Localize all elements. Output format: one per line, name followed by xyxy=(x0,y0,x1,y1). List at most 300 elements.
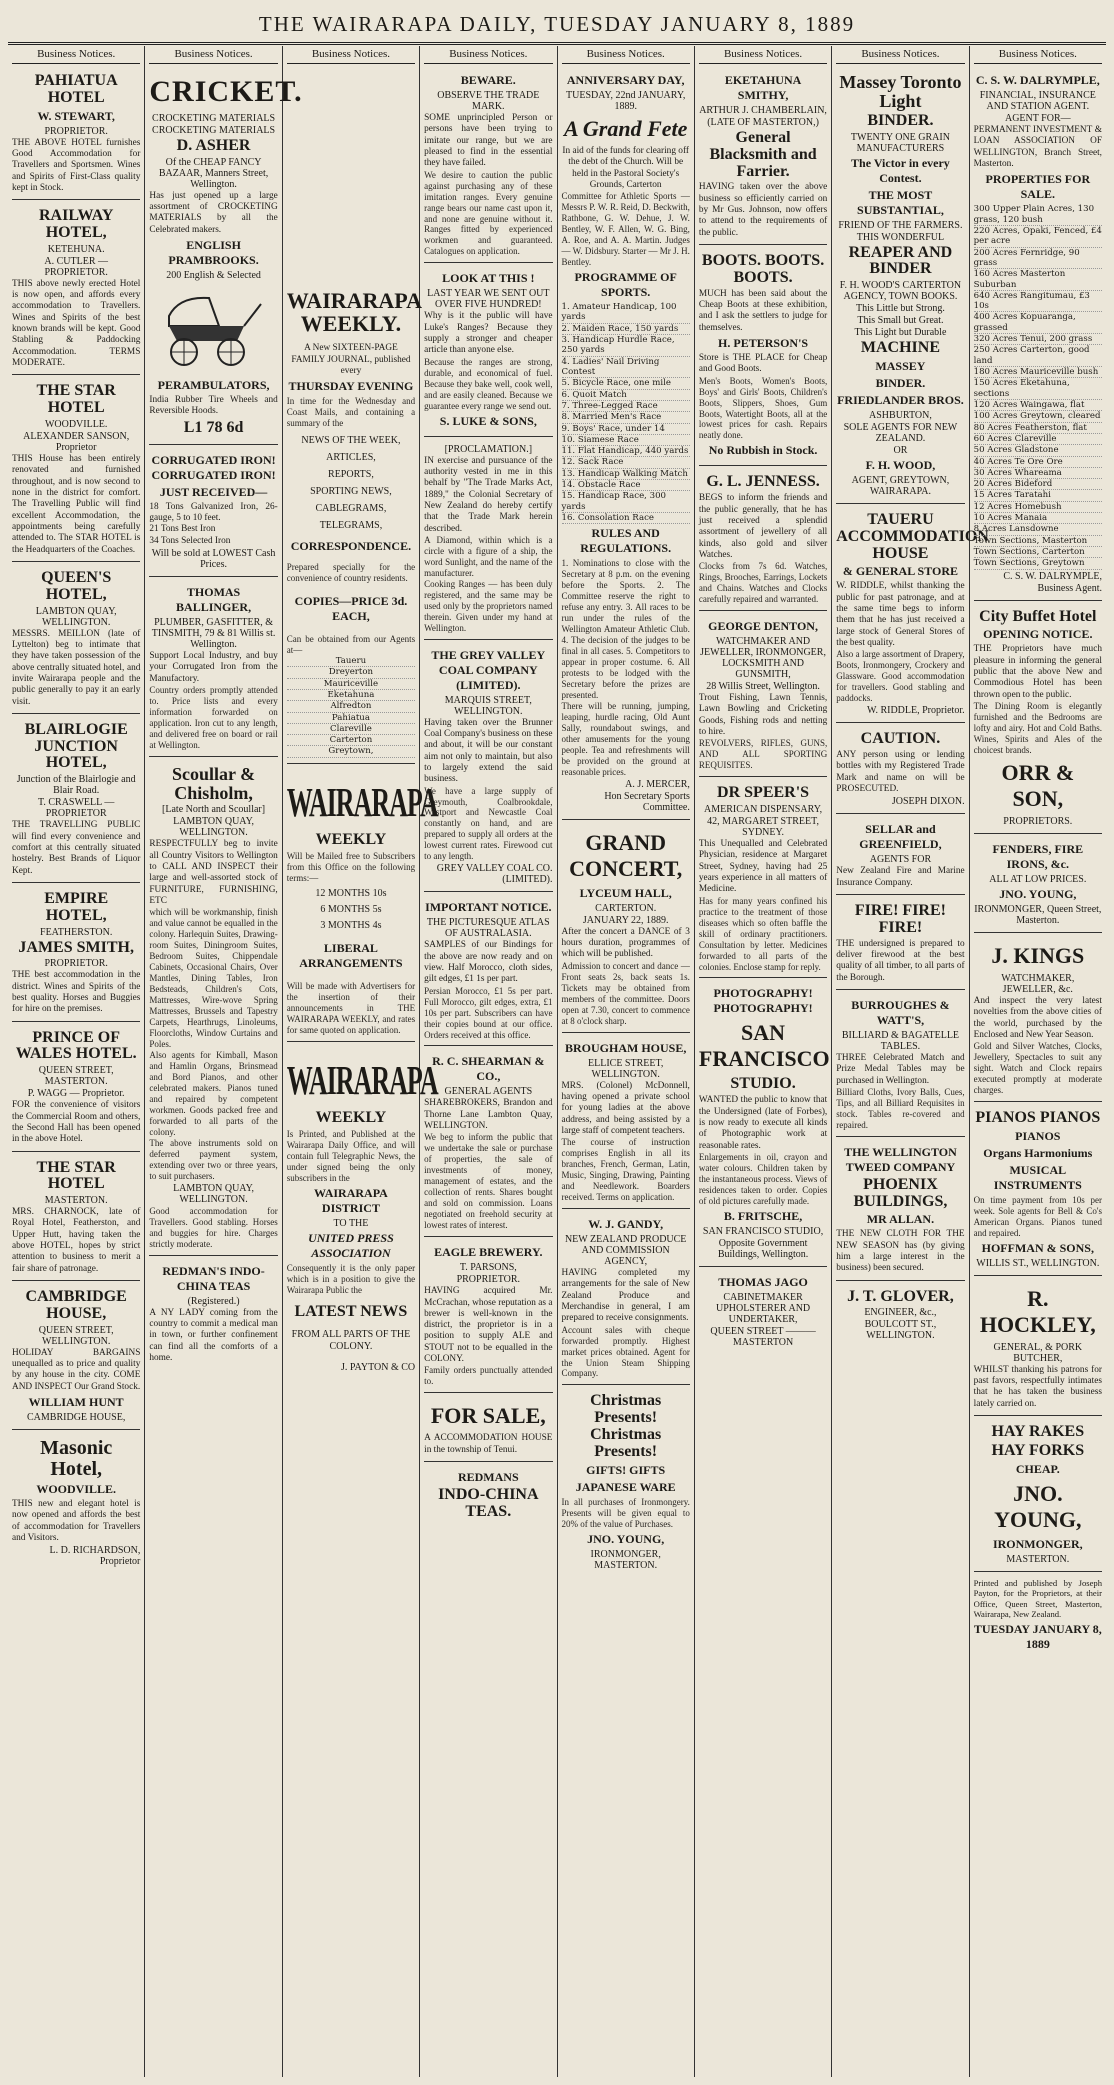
ad-body: SOME unprincipled Person or persons have been trying to imitate our range, but we are pleased to find in the essential they have failed. xyxy=(424,113,553,169)
ad-title: GEORGE DENTON, xyxy=(708,619,818,634)
ad-subtitle: BILLIARD & BAGATELLE TABLES. xyxy=(841,1029,960,1052)
ad-title: G. L. JENNESS. xyxy=(706,473,820,491)
ad-subtitle: (LATE OF MASTERTON,) xyxy=(707,117,819,128)
ad-eagle-brewery: EAGLE BREWERY. T. PARSONS, PROPRIETOR. HAVING acquired Mr. McCrachan, whose reputation as a brewer is well-known in the district, the proprietor is in a position to supply ALE and STOUT not to be equalled in the COLONY. Family orders punctually attended to. xyxy=(424,1240,552,1393)
ad-body: A ACCOMMODATION HOUSE in the township of Tenui. xyxy=(424,1433,553,1455)
ad-body: THE undersigned is prepared to deliver firewood at the best quality of all timber, to all parts of the Borough. xyxy=(836,938,965,983)
ad-subtitle: H. PETERSON'S xyxy=(718,335,809,350)
column-8 xyxy=(970,46,1106,2077)
ad-owner: JAMES SMITH, xyxy=(18,938,134,956)
ad-dr-speers: DR SPEER'S AMERICAN DISPENSARY, 42, MARGARET STREET, SYDNEY. This Unequalled and Celebrated Physician, residence at Margaret Street, Sydney, having had 25 years experience in all matters of Medicine. Has for many years confined his practice to the treatment of those diseases which so often baffle the skill of ordinary practitioners. Consultation by letter. Medicines forwarded to all parts of the colonies. Enclose stamp for reply. xyxy=(699,780,827,978)
ad-title: EMPIRE HOTEL, xyxy=(44,889,109,924)
ad-place: LAMBTON QUAY, WELLINGTON. xyxy=(173,816,255,839)
ad-place: 28 Willis Street, Wellington. xyxy=(706,681,820,693)
ad-cambridge-house xyxy=(12,1284,140,1430)
property-item: 15 Acres Taratahi xyxy=(974,490,1102,501)
ad-title: IMPORTANT NOTICE. xyxy=(425,900,552,915)
ad-line: This Small but Great. xyxy=(857,315,944,327)
spacer xyxy=(287,68,415,278)
ad-signature: A. J. MERCER, xyxy=(625,778,690,790)
ad-subtitle: WEEKLY xyxy=(315,1109,387,1127)
ad-subtitle: OPENING NOTICE. xyxy=(983,627,1093,642)
ad-title: BEWARE. xyxy=(460,73,516,87)
event: 16. Consolation Race xyxy=(562,513,690,524)
ad-owner: L. D. RICHARDSON, Proprietor xyxy=(49,1545,141,1568)
ad-title: PHOTOGRAPHY! PHOTOGRAPHY! xyxy=(713,986,813,1016)
column-heading: Business Notices. xyxy=(562,46,690,64)
property-item: 160 Acres Masterton Suburban xyxy=(974,269,1102,291)
ad-subtitle: WEEKLY xyxy=(315,830,387,848)
ad-line: SOLE AGENTS FOR NEW ZEALAND. xyxy=(843,421,958,444)
ad-subtitle: AMERICAN DISPENSARY, xyxy=(703,804,823,816)
ad-line: REAPER AND BINDER xyxy=(848,243,953,278)
ad-body: SAMPLES of our Bindings for the above are now ready and on view. Half Morocco, cloth sides, gilt edges, £1 1s per part. xyxy=(424,940,553,985)
ad-title: [PROCLAMATION.] xyxy=(444,443,533,455)
column-5 xyxy=(558,46,695,2077)
ad-body: In aid of the funds for clearing off the debt of the Church. Will be held in the Pastoral Society's Grounds, Carterton xyxy=(562,146,689,190)
ad-wairarapa-weekly: WAIRARAPA WEEKLY. A New SIXTEEN-PAGE FAMILY JOURNAL, published every THURSDAY EVENING In time for the Wednesday and Coast Mails, and containing a summary of the NEWS OF THE WEEK, ARTICLES, REPORTS, SPORTING NEWS, CABLEGRAMS, TELEGRAMS, CORRESPONDENCE. Prepared specially for the convenience of country residents. COPIES—PRICE 3d. EACH, Can be obtained from our Agents at— Taueru Dreyerton Mauriceville Eketahuna Alfredton Pahiatua Clareville Carterton Greytown, xyxy=(287,278,415,764)
ad-from: FROM ALL PARTS OF THE xyxy=(291,1328,411,1340)
ad-intro: TWENTY ONE GRAIN MANUFACTURERS xyxy=(850,131,950,154)
ad-city-buffet: City Buffet Hotel OPENING NOTICE. THE Proprietors have much pleasure in informing the general public that the above New and Commodious Hotel has been thrown open to the public. The Dining Room is elegantly furnished and the Bedrooms are lofty and airy. Hot and Cold Baths. Wines, Spirits and Ales of the choicest brands. ORR & SON, PROPRIETORS. xyxy=(974,604,1102,834)
ad-subtitle: RULES AND REGULATIONS. xyxy=(580,526,672,556)
property-item: 180 Acres Mauriceville bush xyxy=(974,367,1102,378)
ad-place: LYCEUM HALL, xyxy=(579,885,672,900)
ad-body: WANTED the public to know that the Undersigned (late of Forbes), is now ready to execute all kinds of Photographic work at reasonable rates. xyxy=(698,1095,828,1151)
ad-scoullar-chisholm: Scoullar & Chisholm, [Late North and Scoullar] LAMBTON QUAY, WELLINGTON. RESPECTFULLY beg to invite all Country Visitors to Wellington to CALL AND INSPECT their large and well-assorted stock of FURNITURE, FURNISHING, ETC which will be workmanship, finish and value cannot be equalled in the colony. Harlequin Suites, Drawing-room Suites, Diningroom Suites, Bedroom Suites, Chippendale Cabinets, Occasional Chairs, Over Mantles, Dining Tables, Iron Bedsteads, Children's Cots, Mattresses, Wire-wove Spring Mattresses, Brussels and Tapestry Carpets, Hearthrugs, Linoleums, Floorcloths, Window Curtains and Poles. Also agents for Kimball, Mason and Hamlin Organs, Brinsmead and Bord Pianos, and other celebrated makers. Pianos tuned and repaired by competent workmen. Goods packed free and forwarded to all parts of the colony. The above instruments sold on deferred payment system, extending over two or three years, to suit purchasers. LAMBTON QUAY, WELLINGTON. Good accommodation for Travellers. Good stabling. Horses and buggies for hire. Charges strictly moderate. xyxy=(149,760,277,1256)
ad-subtitle: JAPANESE WARE xyxy=(575,1479,676,1494)
ad-george-denton: GEORGE DENTON, WATCHMAKER AND JEWELLER, IRONMONGER, LOCKSMITH AND GUNSMITH, 28 Willis Street, Wellington. Trout Fishing, Lawn Tennis, Lawn Bowling and Cricketing Goods, Fishing rods and netting to hire. REVOLVERS, RIFLES, GUNS, AND ALL SPORTING REQUISITES. xyxy=(699,614,827,777)
property-item: 640 Acres Rangitumau, £3 10s xyxy=(974,291,1102,313)
ad-j-kings: J. KINGS WATCHMAKER, JEWELLER, &c. And inspect the very latest novelties from the above cities of the world, purchased by the Enclosed and New Year Season. Gold and Silver Watches, Clocks, Jewellery, Spectacles to suit any sight. Watch and Clock repairs executed promptly at moderate charges. xyxy=(974,936,1102,1102)
property-item: 8 Acres Lansdowne xyxy=(974,524,1102,535)
town: Dreyerton xyxy=(287,667,415,678)
ad-title: PAHIATUA HOTEL xyxy=(34,72,118,106)
property-item: 20 Acres Bideford xyxy=(974,479,1102,490)
ad-hay-rakes xyxy=(974,1419,1102,1572)
masthead xyxy=(8,6,1106,45)
ad-body: Support Local Industry, and buy your Corrugated Iron from the Manufactory. xyxy=(149,650,278,684)
ad-place: QUEEN STREET, WELLINGTON. xyxy=(38,1324,114,1347)
ad-line: FRIEDLANDER BROS. xyxy=(837,392,964,407)
ad-line: This Little but Strong. xyxy=(855,303,945,315)
ad-prince-of-wales-hotel xyxy=(12,1025,140,1152)
ad-star-hotel-woodville xyxy=(12,378,140,562)
ad-fenders xyxy=(974,837,1102,933)
ad-subtitle: (Registered.) xyxy=(187,1295,240,1307)
ad-subtitle: WATCHMAKER AND JEWELLER, IRONMONGER, LOCKSMITH AND GUNSMITH, xyxy=(700,636,826,681)
ad-title: BROUGHAM HOUSE, xyxy=(565,1040,687,1055)
town: Alfredton xyxy=(287,701,415,712)
event: 2. Maiden Race, 150 yards xyxy=(562,324,690,335)
ad-owner: ARTHUR J. CHAMBERLAIN, xyxy=(699,105,827,116)
ad-body: MUCH has been said about the Cheap Boots at these exhibition, and I ask the settlers to judge for themselves. xyxy=(698,288,828,333)
ad-redmans xyxy=(424,1465,552,1528)
ad-intro: A New SIXTEEN-PAGE FAMILY JOURNAL, published every xyxy=(291,343,411,376)
ad-sellar-greenfield xyxy=(836,817,964,895)
event: 1. Amateur Handicap, 100 yards xyxy=(562,302,690,324)
ad-glover xyxy=(836,1284,964,1348)
ad-title: THOMAS JAGO xyxy=(718,1274,808,1289)
ad-title: J. KINGS xyxy=(991,942,1085,968)
ad-body: Having taken over the Brunner Coal Company's business on these and about, it will be our constant aim not only to maintain, but also to largely extend the said business. xyxy=(424,717,553,785)
column-heading: Business Notices. xyxy=(424,46,552,64)
event: 9. Boys' Race, under 14 xyxy=(562,424,690,435)
ad-agent: MR ALLAN. xyxy=(866,1212,935,1227)
property-item: 80 Acres Featherston, flat xyxy=(974,423,1102,434)
ad-place: Of the CHEAP FANCY BAZAAR, Manners Street, Wellington. xyxy=(158,156,269,190)
ad-body: THE TRAVELLING PUBLIC will find every convenience and comfort at this centrally situated hostelry. Best Brands of Liquor Kept. xyxy=(12,820,141,876)
ad-signature-place: CAMBRIDGE HOUSE, xyxy=(27,1412,126,1423)
ad-subtitle: Organs Harmoniums xyxy=(983,1145,1093,1160)
ad-title: SELLAR and GREENFIELD, xyxy=(859,822,942,852)
ad-subtitle: SAN FRANCISCO STUDIO, xyxy=(702,1225,824,1237)
ad-title: HAY RAKES xyxy=(991,1423,1085,1441)
ad-title: THE STAR HOTEL xyxy=(36,1158,116,1193)
ad-subtitle: PROPERTIES FOR SALE. xyxy=(985,172,1091,202)
ad-masonic-hotel xyxy=(12,1433,140,1573)
event: 13. Handicap Walking Match xyxy=(561,468,688,479)
property-item: 120 Acres Waingawa, flat xyxy=(974,400,1102,411)
ad-place: 42, MARGARET STREET, SYDNEY. xyxy=(707,816,819,839)
ad-body: THE ABOVE HOTEL furnishes Good Accommodation for Travellers and Sportsmen. Wines and Spirits of First-Class quality kept in Stock. xyxy=(12,137,141,193)
column-3 xyxy=(283,46,438,2077)
column-heading: Business Notices. xyxy=(149,46,277,64)
ad-pahiatua-hotel xyxy=(12,68,140,200)
ad-place: FEATHERSTON. xyxy=(40,926,113,938)
ad-title: W. J. GANDY, xyxy=(588,1216,664,1231)
ad-owner: T. CRASWELL — PROPRIETOR xyxy=(37,797,115,820)
ad-burroughes-watts: BURROUGHES & WATT'S, BILLIARD & BAGATELLE TABLES. THREE Celebrated Match and Prize Medal Tables may be purchased in Wellington. Billiard Cloths, Ivory Balls, Cues, Tips, and all Billiard Requisites in stock. Tables re-covered and repaired. xyxy=(836,993,964,1137)
ad-title: Masonic Hotel, xyxy=(40,1437,113,1480)
ad-caution xyxy=(836,726,964,814)
ad-subtitle: JUST RECEIVED— xyxy=(159,484,268,499)
ad-title: BURROUGHES & WATT'S, xyxy=(851,997,950,1027)
ad-line: F. H. WOOD, xyxy=(865,457,936,472)
event: 15. Handicap Race, 300 yards xyxy=(562,491,690,513)
ad-line: ASHBURTON, xyxy=(869,409,932,421)
ad-subtitle: FINANCIAL, INSURANCE AND STATION AGENT. xyxy=(979,90,1096,112)
ad-price: L1 78 6d xyxy=(183,418,244,436)
ad-proclamation: [PROCLAMATION.] IN exercise and pursuance of the authority vested in me in this behalf by "The Trade Marks Act, 1889," the Colonial Secretary of New Zealand do hereby certify that the Trade Mark herein described. A Diamond, within which is a circle with a figure of a ship, the word Sunlight, and the name of the manufacturer. Cooking Ranges — has been duly registered, and the same may be used only by the proprietors named therein. Given under my hand at Wellington. xyxy=(424,440,552,640)
ad-subtitle: BINDER. xyxy=(867,111,934,129)
ad-subtitle: GENERAL, & PORK BUTCHER, xyxy=(993,1341,1083,1364)
ad-grey-valley-coal: THE GREY VALLEY COAL COMPANY (LIMITED). MARQUIS STREET, WELLINGTON. Having taken over the Brunner Coal Company's business on these and about, it will be our constant aim not only to maintain, but also to largely extend the said business. We have a large supply of Greymouth, Coalbrookdale, Westport and Newcastle Coal constantly on hand, and are prepared to supply all orders at the lowest current rates. Firewood cut to any length. GREY VALLEY COAL CO. (LIMITED). xyxy=(424,643,552,893)
ad-subtitle: STUDIO. xyxy=(730,1075,796,1093)
event: 8. Married Men's Race xyxy=(562,412,690,423)
property-item: Town Sections, Carterton xyxy=(974,547,1102,558)
ad-title: R. C. SHEARMAN & CO., xyxy=(432,1054,545,1084)
ad-title: REDMAN'S INDO-CHINA TEAS xyxy=(162,1263,265,1293)
property-item: 250 Acres Carterton, good land xyxy=(974,345,1102,367)
property-item: 300 Upper Plain Acres, 130 grass, 120 bush xyxy=(974,204,1102,226)
ad-christmas-presents: Christmas Presents! Christmas Presents! GIFTS! GIFTS JAPANESE WARE In all purchases of Ironmongery. Presents will be given equal to 20% of the value of Purchases. JNO. YOUNG, IRONMONGER, MASTERTON. xyxy=(561,1392,690,1571)
ad-title: BOOTS. BOOTS. BOOTS. xyxy=(701,252,825,286)
ad-title: WAIRARAPA WEEKLY. xyxy=(286,288,423,337)
ad-subtitle: LIBERAL ARRANGEMENTS xyxy=(299,941,403,971)
town: Eketahuna xyxy=(287,690,415,701)
ad-title: PIANOS PIANOS xyxy=(975,1109,1101,1127)
ad-title: DR SPEER'S xyxy=(717,784,810,802)
ad-role: IRONMONGER, Queen Street, Masterton. xyxy=(974,903,1102,926)
ad-dalrymple xyxy=(974,68,1102,601)
ad-place: MARQUIS STREET, WELLINGTON. xyxy=(444,694,532,717)
ad-wellington-tweed xyxy=(836,1140,964,1281)
ad-item: NEWS OF THE WEEK, xyxy=(301,435,401,447)
ad-title: EKETAHUNA SMITHY, xyxy=(724,73,802,102)
ad-line: F. H. WOOD'S CARTERTON AGENCY, TOWN BOOKS. xyxy=(839,280,962,303)
property-item: 320 Acres Tenui, 200 grass xyxy=(974,334,1102,345)
property-item: 30 Acres Whareama xyxy=(974,468,1102,479)
ad-title: J. T. GLOVER, xyxy=(847,1287,954,1305)
ad-title: THE GREY VALLEY COAL COMPANY (LIMITED). xyxy=(431,647,546,692)
ad-beware: BEWARE. OBSERVE THE TRADE MARK. SOME unprincipled Person or persons have been trying to imitate our range, but we are pleased to find in the essential they have failed. We desire to caution the public against purchasing any of these imitation ranges. Every genuine range bears our name cast upon it, and none are genuine without it. Ranges fitted by experienced workmen and guaranteed. Catalogues on application. xyxy=(424,68,552,263)
ad-body: W. RIDDLE, whilst thanking the public for past patronage, and at the same time begs to inform them that he has just received a large stock of General Stores of the best quality. xyxy=(836,581,965,648)
ad-body: HOLIDAY BARGAINS unequalled as to price and quality by any house in the city. COME AND INSPECT Our Grand Stock. xyxy=(12,1347,141,1392)
ad-title: C. S. W. DALRYMPLE, xyxy=(975,73,1100,87)
ad-role: Hon Secretary Sports Committee. xyxy=(604,790,690,813)
ad-body: After the concert a DANCE of 3 hours duration, programmes of which will be published. xyxy=(561,926,690,960)
ad-association: UNITED PRESS ASSOCIATION xyxy=(308,1230,394,1260)
ad-role: PROPRIETOR. xyxy=(44,958,108,970)
town: Carterton xyxy=(287,735,415,746)
ad-hockley xyxy=(974,1279,1102,1416)
ad-body: THIS above newly erected Hotel is now open, and affords every accommodation to Travellers. Wines and Spirits of the best known brands will be kept. Good Stabling & Paddocking Accommodation. TERMS MODERATE. xyxy=(12,278,141,369)
ad-line: This Light but Durable xyxy=(854,327,947,339)
ad-body: HAVING acquired Mr. McCrachan, whose reputation as a brewer is well-known in the district, the proprietor is in a position to supply ALE and STOUT not to be equalled in the COLONY. xyxy=(424,1286,553,1365)
property-item: 400 Acres Kopuaranga, grassed xyxy=(974,312,1102,334)
ad-body: IN exercise and pursuance of the authority vested in me in this behalf by "The Trade Marks Act, 1889," the Colonial Secretary of New Zealand do hereby certify that the Trade Mark herein described. xyxy=(424,455,553,534)
ad-note: Will be sold at LOWEST Cash Prices. xyxy=(151,547,276,570)
ad-item: SPORTING NEWS, xyxy=(310,486,392,498)
ad-body: HAVING completed my arrangements for the sale of New Zealand Produce and Merchandise in general, I am prepared to receive consignments. xyxy=(561,1267,690,1324)
event: 3. Handicap Hurdle Race, 250 yards xyxy=(562,335,690,357)
ad-grand-concert: GRAND CONCERT, LYCEUM HALL, CARTERTON. JANUARY 22, 1889. After the concert a DANCE of 3 hours duration, programmes of which will be published. Admission to concert and dance — Front seats 2s, back seats 1s. Tickets may be obtained from members of the committee. Doors open at 7.30, concert to commence at 8 o'clock sharp. xyxy=(562,823,690,1033)
ad-body: And inspect the very latest novelties from the above cities of the world, purchased by the Enclosed and New Year Season. xyxy=(973,995,1102,1040)
column-heading: Business Notices. xyxy=(836,46,964,64)
ad-owner: A. CUTLER — PROPRIETOR. xyxy=(44,255,108,278)
ad-item: TELEGRAMS, xyxy=(319,520,383,532)
ad-owner: T. PARSONS, xyxy=(459,1262,517,1274)
ad-title: CAMBRIDGE HOUSE, xyxy=(25,1288,127,1322)
ad-signature: S. LUKE & SONS, xyxy=(439,413,537,428)
ad-title: THE WELLINGTON TWEED COMPANY xyxy=(844,1144,957,1174)
ad-title: THE STAR HOTEL xyxy=(36,382,116,417)
ad-subtitle: CABINETMAKER UPHOLSTERER AND UNDERTAKER, xyxy=(715,1291,811,1325)
ad-line: The Victor in every Contest. xyxy=(851,155,950,185)
ad-title: TAUERU ACCOMMODATION HOUSE xyxy=(836,510,989,562)
ad-eketahuna-smithy xyxy=(699,68,827,245)
ad-body: MRS. CHARNOCK, late of Royal Hotel, Featherston, and Upper Hutt, having taken the above HOTEL, hopes by strict attention to business to merit a fair share of patronage. xyxy=(12,1207,141,1274)
ad-title: CORRUGATED IRON! CORRUGATED IRON! xyxy=(151,452,276,482)
ad-subtitle: WATCHMAKER, JEWELLER, &c. xyxy=(1001,972,1075,995)
ad-boots: BOOTS. BOOTS. BOOTS. MUCH has been said about the Cheap Boots at these exhibition, and I ask the settlers to judge for themselves. H. PETERSON'S Store is THE PLACE for Cheap and Good Boots. Men's Boots, Women's Boots, Boys' and Girls' Boots, Children's Boots, Slippers, Shoes, Gum Boots, Watertight Boots, all at the lowest prices for cash. Repairs neatly done. No Rubbish in Stock. xyxy=(699,248,827,466)
event: 14. Obstacle Race xyxy=(562,480,690,491)
ad-body: THIS House has been entirely renovated and furnished throughout, and is now second to none in the district for comfort. The Travelling Public will find excellent Accommodation, the appointments being carefully attended to. The STAR HOTEL is the Headquarters of the Coaches. xyxy=(12,454,141,555)
ad-line: BINDER. xyxy=(875,375,926,390)
perambulator-illustration xyxy=(149,286,269,368)
property-item: 40 Acres Te Ore Ore xyxy=(974,457,1102,468)
ad-body: RESPECTFULLY beg to invite all Country Visitors to Wellington to CALL AND INSPECT their large and well-assorted stock of FURNITURE, FURNISHING, ETC xyxy=(149,839,278,907)
ad-headline: LATEST NEWS xyxy=(294,1302,408,1320)
ad-brougham-house: BROUGHAM HOUSE, ELLICE STREET, WELLINGTON. MRS. (Colonel) McDonnell, having opened a private school for young ladies at the above address, and being assisted by a large staff of competent teachers. The course of instruction comprises English in all its branches, French, German, Latin, Music, Singing, Drawing, Painting and Needlework. Boarders received. Terms on application. xyxy=(562,1036,690,1209)
ad-line: THIS WONDERFUL xyxy=(856,231,945,243)
event: 6. Quoit Match xyxy=(562,390,690,401)
ad-place: KETEHUNA. xyxy=(47,243,105,255)
ad-subtitle: PROGRAMME OF SPORTS. xyxy=(574,270,677,300)
ad-subtitle: HAY FORKS xyxy=(991,1441,1085,1459)
ad-blairlogie-hotel xyxy=(12,717,140,883)
ad-body: ANY person using or lending bottles with my Registered Trade Mark and name on will be PROSECUTED. xyxy=(836,749,965,794)
ad-district: WAIRARAPA DISTRICT xyxy=(314,1185,388,1215)
ad-place: ELLICE STREET, WELLINGTON. xyxy=(588,1057,664,1080)
column-7 xyxy=(832,46,989,2077)
ad-price: COPIES—PRICE 3d. EACH, xyxy=(294,594,408,624)
ad-signature: B. FRITSCHE, xyxy=(723,1208,803,1223)
ad-place: LAMBTON QUAY, WELLINGTON. xyxy=(35,605,117,628)
ad-body: SHAREBROKERS, Brandon and Thorne Lane Lambton Quay, WELLINGTON. xyxy=(424,1098,553,1132)
ad-body: HAVING taken over the above business so efficiently carried on by Mr Gus. Johnson, now offers to attend to the requirements of the public. xyxy=(698,182,828,238)
ad-title: R. HOCKLEY, xyxy=(979,1285,1096,1337)
column-heading: Business Notices. xyxy=(699,46,827,64)
property-item: Town Sections, Masterton xyxy=(974,536,1102,547)
ad-subtitle: OBSERVE THE TRADE MARK. xyxy=(437,90,540,112)
ad-important-notice: IMPORTANT NOTICE. THE PICTURESQUE ATLAS OF AUSTRALASIA. SAMPLES of our Bindings for the above are now ready and on view. Half Morocco, cloth sides, gilt edges, £1 1s per part. Persian Morocco, £1 5s per part. Full Morocco, gilt edges, extra, £1 10s per part. Subscribers can have their copies bound at our office. Orders received at this office. xyxy=(424,895,552,1046)
ad-title: THOMAS BALLINGER, xyxy=(176,584,252,614)
ad-signature: JOSEPH DIXON. xyxy=(891,796,965,808)
event: 12. Sack Race xyxy=(562,457,690,468)
ad-body: A NY LADY coming from the country to commit a medical man in town, or further confinement can find all the comforts of a home. xyxy=(149,1307,278,1363)
ad-title: LOOK AT THIS ! xyxy=(442,271,535,286)
ad-body: THIS new and elegant hotel is now opened and affords the best of accommodation for Travellers and Visitors. xyxy=(12,1499,141,1543)
ad-item: CABLEGRAMS, xyxy=(315,503,387,515)
ad-title: RAILWAY HOTEL, xyxy=(38,207,114,242)
town: Pahiatua xyxy=(287,713,415,724)
ad-for-sale xyxy=(424,1396,552,1462)
imprint-text: Printed and published by Joseph Payton, for the Proprietors, at their Office, Queen Street, Masterton, Wairarapa, New Zealand. xyxy=(973,1577,1102,1620)
property-item: 50 Acres Gladstone xyxy=(974,445,1102,456)
event: 7. Three-Legged Race xyxy=(562,401,690,412)
ad-photography: PHOTOGRAPHY! PHOTOGRAPHY! SAN FRANCISCO STUDIO. WANTED the public to know that the Undersigned (late of Forbes), is now ready to execute all kinds of Photographic work at reasonable rates. Enlargements in oil, crayon and water colours. Children taken by the instantaneous process. Views of residences taken to order. Copies of old pictures carefully made. B. FRITSCHE, SAN FRANCISCO STUDIO, Opposite Government Buildings, Wellington. xyxy=(699,981,827,1266)
ad-owner: W. STEWART, xyxy=(37,108,115,123)
ad-title: Scoullar & Chisholm, xyxy=(171,763,256,803)
columns xyxy=(8,46,1106,2077)
ad-empire-hotel xyxy=(12,886,140,1022)
ad-owner: JNO. YOUNG, xyxy=(587,1531,665,1546)
ad-gandy: W. J. GANDY, NEW ZEALAND PRODUCE AND COMMISSION AGENCY, HAVING completed my arrangements for the sale of New Zealand Produce and Merchandise in general, I am prepared to receive consignments. Account sales with cheque forwarded promptly. Highest market prices obtained. Agent for the Union Steam Shipping Company. xyxy=(562,1212,690,1385)
ad-railway-hotel xyxy=(12,203,140,375)
ad-signature: W. RIDDLE, Proprietor. xyxy=(866,705,965,717)
ad-colony: COLONY. xyxy=(329,1340,373,1352)
ad-body: THE NEW CLOTH FOR THE NEW SEASON has (by giving him a large interest in the business) been secured. xyxy=(836,1229,965,1274)
ad-title: REDMANS xyxy=(457,1470,519,1485)
ad-term: 12 MONTHS 10s xyxy=(315,888,387,900)
ad-subtitle: CROCKETING MATERIALS xyxy=(152,125,276,136)
ad-title: CRICKET. xyxy=(149,75,303,108)
ad-anniversary-fete: ANNIVERSARY DAY, TUESDAY, 22nd JANUARY, 1889. A Grand Fete In aid of the funds for clearing off the debt of the Church. Will be held in the Pastoral Society's Grounds, Carterton Committee for Athletic Sports — Messrs P. W. R. Reid, D. Beckwith, Rathbone, G. W. Dehue, J. W. Bentley, W. F. Allen, W. G. Bing, A. Roe, and A. A. Martin. Judges — W. Didsbury. Starter — Mr J. H. Bentley. PROGRAMME OF SPORTS. 1. Amateur Handicap, 100 yards 2. Maiden Race, 150 yards 3. Handicap Hurdle Race, 250 yards 4. Ladies' Nail Driving Contest 5. Bicycle Race, one mile 6. Quoit Match 7. Three-Legged Race 8. Married Men's Race 9. Boys' Race, under 14 10. Siamese Race 11. Flat Handicap, 440 yards 12. Sack Race 13. Handicap Walking Match 14. Obstacle Race 15. Handicap Race, 300 yards 16. Consolation Race RULES AND REGULATIONS. 1. Nominations to close with the Secretary at 8 p.m. on the evening before the Sports. 2. The Committee reserve the right to refuse any entry. 3. All races to be run under the rules of the Wellington Amateur Athletic Club. 4. The decision of the judges to be final in all cases. 5. Competitors to appear in proper costume. 6. All protests to be lodged with the Secretary before the prizes are presented. There will be running, jumping, leaping, hurdle racing, Old Aunt Sally, roundabout swings, and other amusements for the young people. Tea and refreshments will be provided on the ground at reasonable prices. A. J. MERCER, Hon Secretary Sports Committee. xyxy=(562,68,690,820)
ad-owner: JNO. YOUNG, xyxy=(999,886,1077,901)
column-4 xyxy=(420,46,557,2077)
ad-ballinger: THOMAS BALLINGER, PLUMBER, GASFITTER, & TINSMITH, 79 & 81 Willis st. Wellington. Support Local Industry, and buy your Corrugated Iron from the Manufactory. Country orders promptly attended to. Price lists and every information forwarded on application. Iron cut to any length, and delivered free on board or rail at Wellington. xyxy=(149,580,277,757)
ad-pianos: PIANOS PIANOS PIANOS Organs Harmoniums MUSICAL INSTRUMENTS On time payment from 10s per week. Sole agents for Bell & Co's American Organs. Pianos tuned and repaired. HOFFMAN & SONS, WILLIS ST., WELLINGTON. xyxy=(974,1105,1102,1276)
ad-body: THE Proprietors have much pleasure in informing the general public that the above New and Commodious Hotel has been thrown open to the public. xyxy=(973,644,1102,700)
ad-body: Store is THE PLACE for Cheap and Good Boots. xyxy=(698,352,828,375)
ad-thomas-jago xyxy=(699,1270,827,1354)
ad-subtitle: ENGINEER, &c., xyxy=(864,1307,937,1319)
ad-body: New Zealand Fire and Marine Insurance Company. xyxy=(836,866,965,888)
ad-title: PERAMBULATORS, xyxy=(157,378,270,393)
ad-owner: P. WAGG — Proprietor. xyxy=(27,1088,125,1100)
property-item: 200 Acres Fernridge, 90 grass xyxy=(974,248,1102,270)
column-6 xyxy=(695,46,832,2077)
ad-subtitle: GENERAL AGENTS xyxy=(444,1086,533,1098)
ad-place: NEW ZEALAND PRODUCE AND COMMISSION AGENCY, xyxy=(564,1233,687,1267)
ad-body: MESSRS. MEILLON (late of Lyttelton) beg to intimate that they have taken possession of the above centrally situated hotel, and invite Wairarapa people and the public generally to pay it an early visit. xyxy=(12,628,141,707)
ad-signature: WILLIAM HUNT xyxy=(28,1395,124,1409)
ad-role: Business Agent. xyxy=(1037,582,1102,594)
ad-look-at-this: LOOK AT THIS ! LAST YEAR WE SENT OUT OVER FIVE HUNDRED! Why is it the public will have Luke's Ranges? Because they supply a stronger and cheaper article than anyone else. Because the ranges are strong, durable, and economical of fuel. Because they bake well, cook well, and are easily cleaned. Because we guarantee every range we send out. S. LUKE & SONS, xyxy=(424,266,552,436)
ad-subtitle: PLUMBER, GASFITTER, & TINSMITH, 79 & 81 Willis st. Wellington. xyxy=(151,616,276,650)
ad-subtitle: INDO-CHINA TEAS. xyxy=(438,1486,539,1520)
ad-title: WAIRARAPA xyxy=(286,778,438,826)
ad-place: QUEEN STREET, MASTERTON. xyxy=(38,1065,114,1088)
ad-title: Massey Toronto Light xyxy=(839,72,962,111)
ad-to: TO THE xyxy=(333,1217,369,1229)
ad-body: Has just opened up a large assortment of CROCKETING MATERIALS by all the Celebrated makers. xyxy=(149,190,278,235)
ad-subtitle: [Late North and Scoullar] xyxy=(162,804,266,816)
ad-line: 34 Tons Selected Iron xyxy=(149,535,231,546)
ad-body: Trout Fishing, Lawn Tennis, Lawn Bowling and Cricketing Goods, Fishing rods and netting to hire. xyxy=(698,693,828,738)
ad-role: PROPRIETOR. xyxy=(456,1274,521,1286)
ad-item: ARTICLES, xyxy=(326,452,376,464)
ad-date: JANUARY 22, 1889. xyxy=(582,914,669,926)
event: 10. Siamese Race xyxy=(562,435,690,446)
ad-day: THURSDAY EVENING xyxy=(288,379,414,394)
ad-subtitle: PIANOS xyxy=(1015,1128,1061,1143)
ad-role: IRONMONGER, MASTERTON. xyxy=(590,1548,661,1571)
ad-line: 21 Tons Best Iron xyxy=(149,524,216,535)
ad-place: WOODVILLE. xyxy=(36,1482,117,1496)
ad-headline: A Grand Fete xyxy=(563,116,688,141)
column-heading: Business Notices. xyxy=(287,46,415,64)
ad-date: TUESDAY, 22nd JANUARY, 1889. xyxy=(566,90,686,112)
ad-place: MASTERTON. xyxy=(44,1195,108,1207)
ad-term: 3 MONTHS 4s xyxy=(320,920,382,932)
ad-subtitle: & GENERAL STORE xyxy=(842,564,959,579)
ad-title: FIRE! FIRE! FIRE! xyxy=(854,901,946,936)
ad-line: MASSEY xyxy=(875,358,926,373)
ad-subtitle: CROCKETING MATERIALS xyxy=(152,113,276,124)
ad-place: MASTERTON. xyxy=(1006,1553,1070,1565)
ad-body: MRS. (Colonel) McDonnell, having opened a private school for young ladies at the above address, and being assisted by a large staff of competent teachers. xyxy=(561,1080,690,1136)
ad-body: India Rubber Tire Wheels and Reversible Hoods. xyxy=(149,395,278,417)
ad-place: WILLIS ST., WELLINGTON. xyxy=(976,1257,1100,1269)
property-item: 10 Acres Manaia xyxy=(974,513,1102,524)
property-item: Town Sections, Greytown xyxy=(974,558,1102,569)
ad-line: THE MOST SUBSTANTIAL, xyxy=(857,187,944,217)
ad-owner: JNO. YOUNG, xyxy=(994,1480,1082,1532)
ad-body: Why is it the public will have Luke's Ranges? Because they supply a stronger and cheaper article than anyone else. xyxy=(424,311,553,356)
ad-taueru-accommodation: TAUERU ACCOMMODATION HOUSE & GENERAL STORE W. RIDDLE, whilst thanking the public for past patronage, and at the same time begs to inform them that he has just received a large stock of General Stores of the best quality. Also a large assortment of Drapery, Boots, Ironmongery, Crockery and Glassware. Good accommodation for travellers. Good stabling and paddocks. W. RIDDLE, Proprietor. xyxy=(836,507,964,723)
ad-intro: AGENT FOR— xyxy=(1004,113,1071,124)
ad-weekly-news: WAIRARAPA WEEKLY Is Printed, and Published at the Wairarapa Daily Office, and will contain full Telegraphic News, the under signed being the only subscribers in the WAIRARAPA DISTRICT TO THE UNITED PRESS ASSOCIATION Consequently it is the only paper which is in a position to give the Wairarapa Public the LATEST NEWS FROM ALL PARTS OF THE COLONY. J. PAYTON & CO xyxy=(286,1057,438,1373)
ad-owner: HOFFMAN & SONS, xyxy=(981,1240,1094,1255)
ad-place: WOODVILLE. xyxy=(44,419,108,431)
column-2 xyxy=(145,46,303,2077)
ad-title: PRINCE OF WALES HOTEL. xyxy=(15,1028,137,1063)
ad-subtitle: No Rubbish in Stock. xyxy=(708,443,818,458)
ad-subtitle: 200 English & Selected xyxy=(166,270,261,282)
